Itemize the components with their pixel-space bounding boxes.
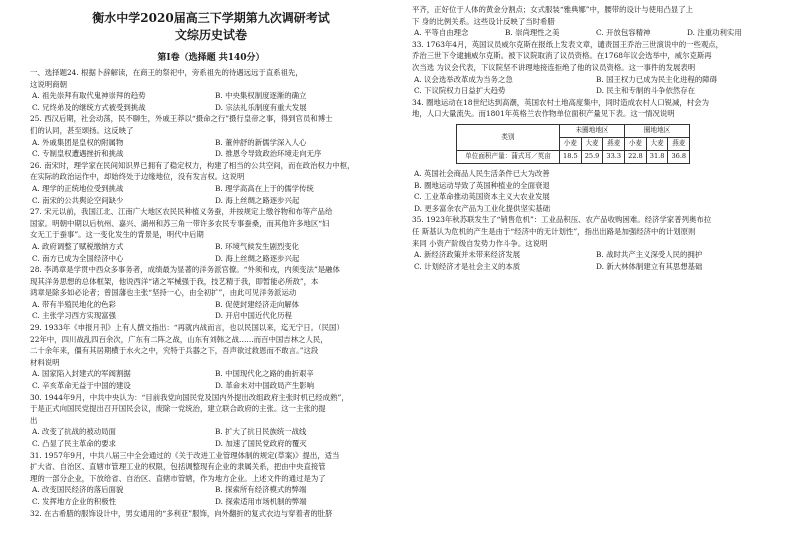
option-c: C. 凸显了民主革命的要求: [32, 439, 116, 448]
option-a: A. 平等自由理念: [414, 28, 469, 38]
question-stem: 现其洋务思想的总体框架，他说西洋“诸之军械强于我，技艺精于我，即暂能必所敌”，本: [30, 276, 319, 286]
table-header-crop: 小麦: [560, 137, 582, 150]
option-d: D. 民主和专制的斗争依然存在: [596, 86, 696, 96]
option-a: A. 政府调整了赋税缴纳方式: [32, 241, 124, 251]
question-24: [30, 67, 392, 113]
option-b: B. 战时共产主义深受人民的拥护: [596, 250, 703, 260]
table-cell: 36.8: [668, 150, 690, 163]
question-33: [412, 39, 772, 97]
question-26: [30, 160, 392, 206]
question-34: [412, 97, 772, 215]
option-d: D. 更多富余农产品为工业化提供坚实基础: [414, 203, 551, 213]
option-c: C. 南方已成为全国经济中心: [32, 253, 124, 263]
option-b: B. 国王权力已成为民主化进程的障碍: [596, 74, 717, 84]
table-cell: 25.9: [581, 150, 603, 163]
option-a: A. 带有半殖民地化的色彩: [32, 299, 116, 309]
table-header-crop: 燕麦: [603, 137, 625, 150]
question-35: [412, 214, 772, 272]
question-stem: 国家。明朝中期以后杭州、嘉兴、湖州和苏三角一带许多农民专事蚕桑，而其他许多地区“妇: [30, 218, 330, 228]
question-stem: 次当选 为议会代表，下议院坚不讲理地接连拒绝了他的议员资格。这一事件的发展表明: [412, 62, 696, 72]
question-stem: 扩大省、自治区、直辖市管理工业的权限，包括调整现有企业的隶属关系，把由中央直接管: [30, 462, 326, 472]
question-stem: 28. 李鸿章是学贯中西众多事务者，成绩最为显著的洋务派官僚。“外须和戎，内须变法”是融体: [30, 265, 340, 275]
option-d: D. 加速了国民党政府的覆灭: [215, 439, 307, 448]
option-b: B. 扩大了抗日民族统一战线: [215, 427, 307, 437]
table-header-category: 类别: [457, 124, 560, 150]
option-a: A. 祖先崇拜有取代鬼神崇拜的趋势: [32, 91, 146, 101]
table-header-group: 未圈地地区: [560, 124, 625, 137]
question-stem: 29. 1933年《申报月刊》上有人撰文指出：“再就内战而言，也以民国以来，迄无宁日。（民国）: [30, 323, 344, 333]
option-c: C. 兄终弟及的继统方式被受到挑战: [32, 102, 146, 112]
option-a: A. 英国社会商品人民生活条件已大为改善: [414, 168, 550, 178]
question-stem: 27. 宋元以前，我国江北、江南广大地区农民民种植义务蚕，并按规定上缴谷物和布等产品给: [30, 207, 333, 217]
option-c: C. 专制皇权遭遇挫折和挑战: [32, 149, 124, 159]
option-a: A. 国家陷入封建式的军阀割据: [32, 369, 131, 379]
option-c: C. 工业革命推动英国资本主义大农业发展: [414, 192, 550, 202]
question-stem: 们的认同，甚至颂扬。这反映了: [30, 125, 134, 135]
option-a: A. 理学的正统地位受到挑战: [32, 183, 124, 193]
question-stem: 下 身的比例关系。这些设计反映了当时希腊: [412, 16, 555, 26]
question-stem: 26. 南宋时，理学家在民间知识界已拥有了稳定权力，构建了相当的公共空间，而在政治权力中枢，: [30, 160, 355, 170]
table-header-crop: 小麦: [625, 137, 647, 150]
table-cell: 31.8: [646, 150, 668, 163]
question-stem: 二十余年来，僵有其居期横于水火之中，究特于兵器之下，吾声欲过救恩而不敢言。”这段: [30, 346, 319, 356]
question-stem: 25. 西汉后期，社会动荡，民不聊生，外戚王莽以“摄命之行”摄行皇帝之事，得到官员和博士: [30, 114, 333, 124]
option-c: C. 主张学习西方实现富强: [32, 311, 116, 321]
question-stem: 33. 1763年4月，英国议员威尔克斯在报纸上发表文章，谴责国王乔治三世演说中的一些观点，: [412, 39, 724, 49]
section-heading: 第Ⅰ卷（选择题 共140分）: [157, 53, 265, 63]
table-cell: 33.3: [603, 150, 625, 163]
question-stem: 这说明商朝: [30, 79, 67, 89]
question-stem: 乔治三世下令逮捕威尔克斯。被下议院取消了议员资格。在1768年议会选举中，威尔克斯再: [412, 51, 712, 61]
question-stem: 女无工于蚕事”。这一变化发生的背景是，明代中后期: [30, 230, 204, 240]
table-cell: 22.8: [625, 150, 647, 163]
question-stem: 鸿章是除多如必论者；曾国藩也主张“坚持一心，由全初扩”，由此可见洋务派运动: [30, 288, 297, 298]
question-32: [30, 508, 392, 520]
question-stem: 理的一部分企业，下放给省、自治区、直辖市管辖，作为地方企业。上述文件的通过是为了: [30, 473, 326, 483]
question-32-continued: [412, 4, 772, 39]
option-b: B. 理学高高在上于的儒学传统: [215, 183, 314, 193]
option-d: D. 新大林体制建立有其思想基础: [596, 261, 703, 271]
question-stem: 30. 1944年9月，中共中央认为：“目前我党向国民党及国内外提出改组政府主张时机已经成熟”，: [30, 392, 349, 402]
option-a: A. 外戚集团是皇权的附属物: [32, 137, 124, 147]
question-stem: 平齐，正好位于人体的黄金分割点；女式服装“雅典娜”中，腰带的设计与使用凸显了上: [412, 5, 694, 14]
question-stem: 32. 在古希腊的服饰设计中，男女通用的“多利亚”服饰，向外翻折的复式衣边与穿着者的肚脐: [30, 508, 333, 518]
question-stem: 来同 小资产阶级自发势力作斗争。这说明: [412, 238, 548, 248]
option-c: C. 南宋的公共舆论空间缺少: [32, 195, 124, 205]
table-header-group: 圈地地区: [625, 124, 690, 137]
option-d: D. 开启中国近代化历程: [215, 311, 292, 321]
right-column: [412, 0, 772, 272]
option-d: D. 推恩令导致政治环境走向无序: [215, 149, 322, 159]
table-header-crop: 大麦: [581, 137, 603, 150]
question-stem: 34. 圈地运动在18世纪达到高潮，英国农村土地高度集中，同时造成农村人口锐减，村会为: [412, 97, 709, 107]
left-column: [30, 0, 392, 519]
question-31: [30, 450, 392, 508]
question-stem: 一、选择题24. 根据卜辞解读，在商王的祭祀中，旁系祖先的待遇远远于直系祖先，: [30, 68, 303, 77]
yield-table: [456, 124, 690, 164]
question-stem: 出: [30, 415, 38, 425]
table-row-label: 单位面积产量：蒲式耳／英亩: [457, 150, 560, 163]
question-27: [30, 206, 392, 264]
option-d: D. 海上丝绸之路逐步兴起: [215, 195, 300, 205]
option-c: C. 计划经济才是社会主义的本质: [414, 261, 521, 271]
exam-subtitle: 文综历史试卷: [174, 28, 247, 42]
question-stem: 31. 1957年9月，中共八届三中全会通过的《关于改进工业管理体制的规定(草案)》提出，适当: [30, 450, 340, 460]
table-header-crop: 燕麦: [668, 137, 690, 150]
option-b: B. 促使封建经济走向解体: [215, 299, 300, 309]
option-b: B. 中央集权制度逐渐的确立: [215, 91, 307, 101]
option-a: A. 改变了抗战的被动局面: [32, 427, 116, 437]
question-stem: 材料说明: [30, 357, 60, 367]
question-28: [30, 264, 392, 322]
question-stem: 任 斯基认为危机的产生是由于“经济中的无计划性”，指出出路是加强经济中的计划原则: [412, 226, 696, 236]
option-d: D. 宗法礼乐制度有重大发展: [215, 102, 307, 112]
question-29: [30, 322, 392, 392]
option-c: C. 开放包容精神: [596, 28, 651, 38]
question-stem: 于是正式向国民党提出召开国民会议，废除一党统治，建立联合政府的主张。这一主张的提: [30, 404, 326, 414]
option-a: A. 改变国民经济的落后面貌: [32, 485, 124, 495]
question-stem: 22年中，四川战乱四百余次，广东有二阵之战，山东有刘韩之战……而百中国吉林之人民，: [30, 334, 328, 344]
option-c: C. 下议院权力日益扩大趋势: [414, 86, 506, 96]
option-a: A. 新经济政策并未带来经济发展: [414, 250, 521, 260]
option-b: B. 环境气候发生剧烈变化: [215, 241, 300, 251]
option-c: C. 辛亥革命无益于中国的建设: [32, 381, 131, 391]
option-b: B. 圈地运动导致了英国种植业的全面衰退: [414, 180, 550, 190]
table-cell: 18.5: [560, 150, 582, 163]
question-stem: 35. 1923年秋苏联发生了“销售危机”：工业品积压、农产品收购困难。经济学家普列奥布拉: [412, 215, 712, 225]
option-c: C. 发挥地方企业的积极性: [32, 496, 116, 506]
question-stem: 在实际的政治运作中，却始终处于边缘地位，没有发言权。这说明: [30, 172, 245, 182]
question-25: [30, 113, 392, 159]
question-30: [30, 392, 392, 450]
option-d: D. 海上丝绸之路逐步兴起: [215, 253, 300, 263]
option-b: B. 探索所有经济模式的弊端: [215, 485, 307, 495]
option-a: A. 议会选举改革成为当务之急: [414, 74, 513, 84]
exam-title: 衡水中学2020届高三下学期第九次调研考试: [92, 11, 330, 25]
option-d: D. 革命未对中国政局产生影响: [215, 381, 315, 391]
option-d: D. 注重功利实用: [687, 28, 742, 38]
option-b: B. 崇尚理性之美: [505, 28, 560, 38]
option-b: B. 董仲舒的新儒学深入人心: [215, 137, 307, 147]
option-b: B. 中国现代化之路的曲折艰辛: [215, 369, 314, 379]
table-header-crop: 大麦: [646, 137, 668, 150]
option-d: D. 探索适用市场机制的弊端: [215, 496, 307, 506]
question-stem: 地，人口大量流失。而1801年英格兰农作物单位面积产量见下表。这一情况说明: [412, 109, 675, 119]
